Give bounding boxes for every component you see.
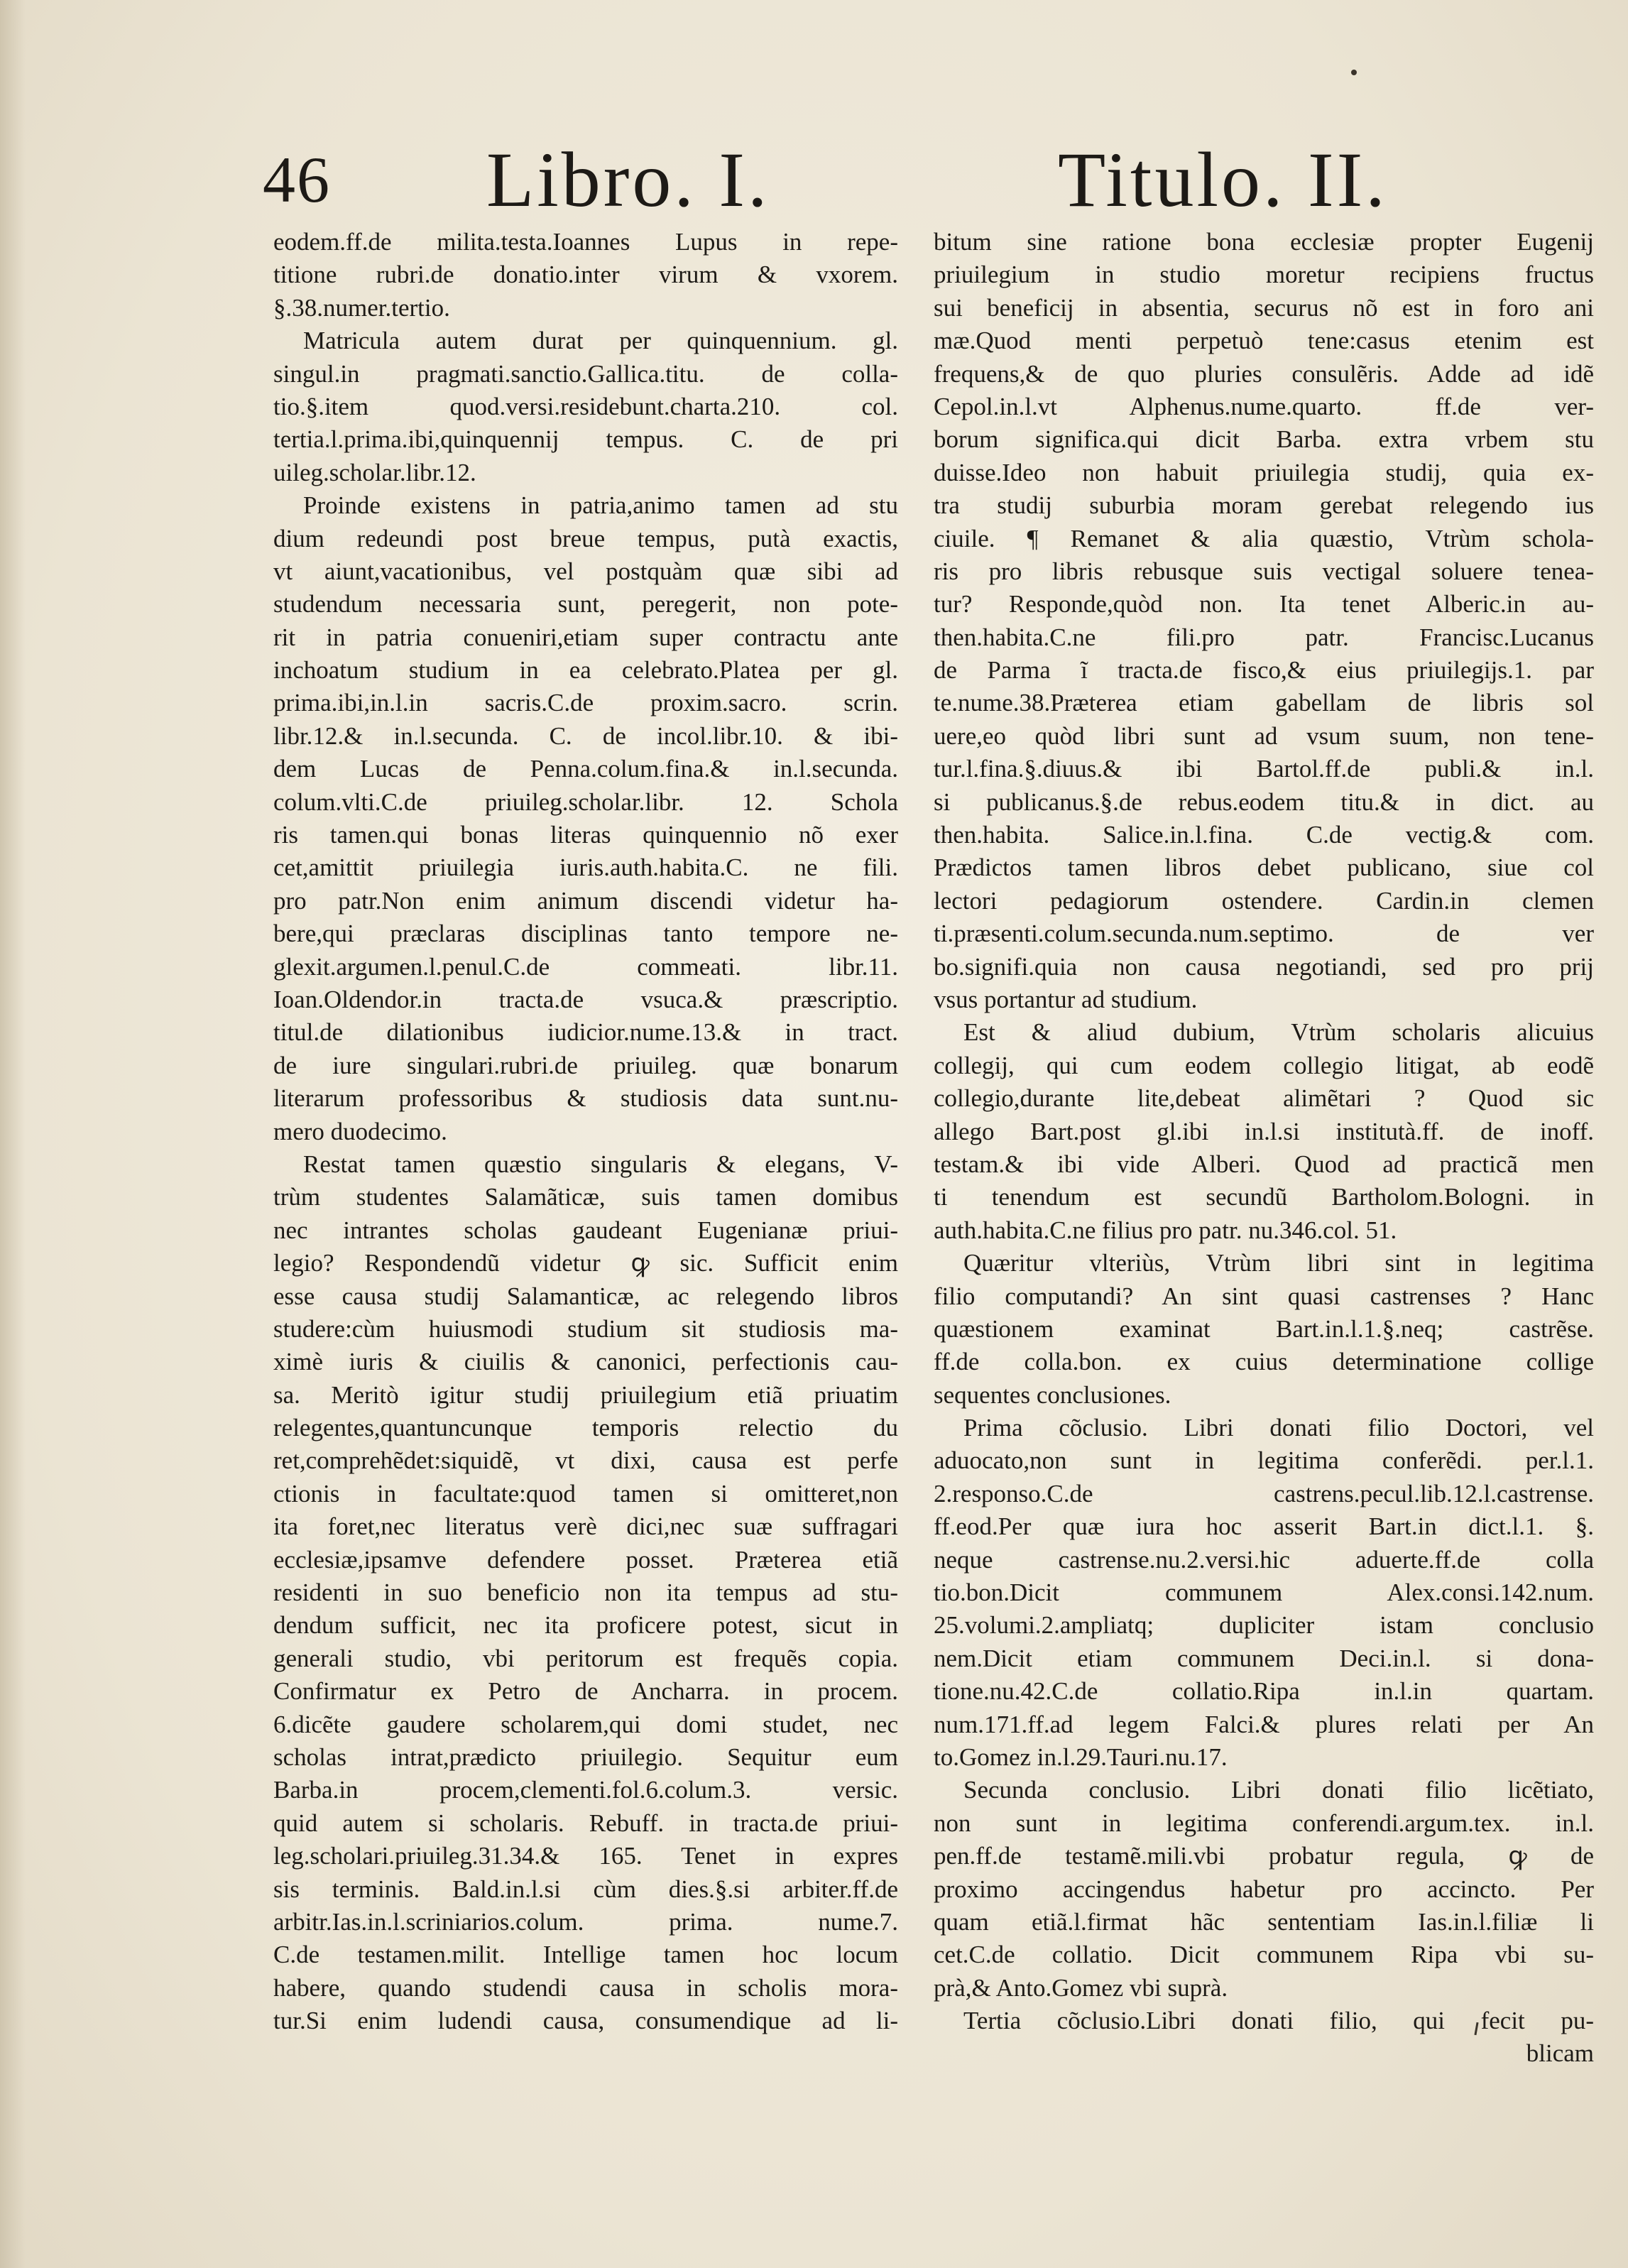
text-line: dium redeundi post breue tempus, putà exactis, xyxy=(273,524,898,552)
text-line: quam etiã.l.firmat hãc sententiam Ias.in.l.filiæ li xyxy=(934,1907,1594,1936)
gutter-shadow xyxy=(0,0,26,2268)
text-line: auth.habita.C.ne filius pro patr. nu.346.col. 51. xyxy=(934,1216,1397,1244)
text-line: collegio,durante lite,debeat alimẽtari ? Quod sic xyxy=(934,1084,1594,1113)
text-line: tur.Si enim ludendi causa, consumendique ad li- xyxy=(273,2007,898,2035)
text-line: Est & aliud dubium, Vtrùm scholaris alicuius xyxy=(963,1018,1594,1047)
text-line: uere,eo quòd libri sunt ad vsum suum, non tene- xyxy=(934,721,1594,750)
text-line: Proinde existens in patria,animo tamen ad stu xyxy=(303,491,898,520)
text-line: pen.ff.de testamẽ.mili.vbi probatur regula, ꝙ de xyxy=(934,1842,1594,1870)
page-header xyxy=(263,135,1399,223)
text-line: habere, quando studendi causa in scholis mora- xyxy=(273,1973,898,2002)
text-line: bo.signifi.quia non causa negotiandi, sed pro prij xyxy=(934,952,1594,981)
text-line: colum.vlti.C.de priuileg.scholar.libr. 12. Schola xyxy=(273,787,898,816)
text-line: proximo accingendus habetur pro accincto. Per xyxy=(934,1875,1594,1903)
text-line: tione.nu.42.C.de collatio.Ripa in.l.in quartam. xyxy=(934,1677,1594,1706)
text-line: ctionis in facultate:quod tamen si omitteret,non xyxy=(273,1479,898,1508)
text-line: trùm studentes Salamãticæ, suis tamen domibus xyxy=(273,1183,898,1211)
text-line: sequentes conclusiones. xyxy=(934,1380,1171,1409)
text-line: bitum sine ratione bona ecclesiæ propter Eugenij xyxy=(934,228,1594,256)
text-line: ximè iuris & ciuilis & canonici, perfectionis cau- xyxy=(273,1348,898,1376)
text-line: Ioan.Oldendor.in tracta.de vsuca.& præscriptio. xyxy=(273,985,898,1013)
text-line: Prædictos tamen libros debet publicano, siue col xyxy=(934,854,1594,882)
text-line: then.habita.C.ne fili.pro patr. Francisc.Lucanus xyxy=(934,623,1594,651)
text-line: §.38.numer.tertio. xyxy=(273,293,450,322)
text-line: collegij, qui cum eodem collegio litigat, ab eodẽ xyxy=(934,1051,1594,1079)
text-line: ti tenendum est secundũ Bartholom.Bologni. in xyxy=(934,1183,1594,1211)
text-line: studendum necessaria sunt, peregerit, non pote- xyxy=(273,590,898,618)
text-line: mæ.Quod menti perpetuò tene:casus etenim est xyxy=(934,327,1594,355)
text-line: nem.Dicit etiam communem Deci.in.l. si dona- xyxy=(934,1644,1594,1672)
text-line: duisse.Ideo non habuit priuilegia studij, quia ex- xyxy=(934,458,1594,486)
text-line: prima.ibi,in.l.in sacris.C.de proxim.sacro. scrin. xyxy=(273,689,898,717)
text-line: literarum professoribus & studiosis data sunt.nu- xyxy=(273,1084,898,1113)
text-line: relegentes,quantuncunque temporis relectio du xyxy=(273,1414,898,1442)
text-line: ti.præsenti.colum.secunda.num.septimo. de ver xyxy=(934,920,1594,948)
text-line: ff.eod.Per quæ iura hoc asserit Bart.in dict.l.1. §. xyxy=(934,1512,1594,1541)
text-line: lectori pedagiorum ostendere. Cardin.in clemen xyxy=(934,886,1594,915)
text-line: filio computandi? An sint quasi castrenses ? Hanc xyxy=(934,1282,1594,1310)
text-line: studere:cùm huiusmodi studium sit studiosis ma- xyxy=(273,1314,898,1343)
text-line: libr.12.& in.l.secunda. C. de incol.libr.10. & ibi- xyxy=(273,721,898,750)
text-line: nec intrantes scholas gaudeant Eugenianæ priui- xyxy=(273,1216,898,1244)
text-line: neque castrense.nu.2.versi.hic aduerte.ff.de colla xyxy=(934,1545,1594,1574)
text-line: uileg.scholar.libr.12. xyxy=(273,458,476,486)
text-line: titul.de dilationibus iudicior.nume.13.& in tract. xyxy=(273,1018,898,1047)
text-line: sa. Meritò igitur studij priuilegium etiã priuatim xyxy=(273,1380,898,1409)
text-line: leg.scholari.priuileg.31.34.& 165. Tenet in expres xyxy=(273,1842,898,1870)
right-text-column xyxy=(934,226,1594,2071)
running-head-book: Libro. I. xyxy=(486,136,770,223)
text-line: blicam xyxy=(1526,2039,1594,2068)
text-line: legio? Respondendũ videtur ꝙ sic. Sufficit enim xyxy=(273,1249,898,1277)
text-line: ecclesiæ,ipsamve defendere posset. Præterea etiã xyxy=(273,1545,898,1574)
text-line: Tertia cõclusio.Libri donati filio, qui fecit pu- xyxy=(963,2007,1594,2035)
text-line: allego Bart.post gl.ibi in.l.si institutà.ff. de inoff. xyxy=(934,1117,1594,1145)
text-line: 2.responso.C.de castrens.pecul.lib.12.l.castrense. xyxy=(934,1479,1594,1508)
text-line: C.de testamen.milit. Intellige tamen hoc locum xyxy=(273,1941,898,1969)
text-line: eodem.ff.de milita.testa.Ioannes Lupus in repe- xyxy=(273,228,898,256)
text-line: Cepol.in.l.vt Alphenus.nume.quarto. ff.de ver- xyxy=(934,392,1594,420)
text-line: Barba.in procem,clementi.fol.6.colum.3. versic. xyxy=(273,1776,898,1804)
text-line: dendum sufficit, nec ita proficere potest, sicut in xyxy=(273,1611,898,1640)
text-line: then.habita. Salice.in.l.fina. C.de vectig.& com. xyxy=(934,821,1594,849)
text-line: dem Lucas de Penna.colum.fina.& in.l.secunda. xyxy=(273,755,898,783)
text-line: generali studio, vbi peritorum est frequẽs copia. xyxy=(273,1644,898,1672)
running-head-title: Titulo. II. xyxy=(1058,136,1388,223)
text-line: prà,& Anto.Gomez vbi suprà. xyxy=(934,1973,1228,2002)
text-line: Secunda conclusio. Libri donati filio licẽtiato, xyxy=(963,1776,1594,1804)
text-line: 6.dicẽte gaudere scholarem,qui domi studet, nec xyxy=(273,1710,898,1738)
text-line: 25.volumi.2.ampliatq; dupliciter istam conclusio xyxy=(934,1611,1594,1640)
text-line: te.nume.38.Præterea etiam gabellam de libris sol xyxy=(934,689,1594,717)
ink-speck xyxy=(1351,70,1357,75)
text-line: glexit.argumen.l.penul.C.de commeati. libr.11. xyxy=(273,952,898,981)
text-line: ret,comprehẽdet:siquidẽ, vt dixi, causa est perfe xyxy=(273,1446,898,1475)
text-line: vsus portantur ad studium. xyxy=(934,985,1198,1013)
text-line: tio.bon.Dicit communem Alex.consi.142.num. xyxy=(934,1579,1594,1607)
text-line: tur? Responde,quòd non. Ita tenet Alberic.in au- xyxy=(934,590,1594,618)
text-line: frequens,& de quo pluries consulẽris. Adde ad idẽ xyxy=(934,359,1594,388)
text-line: num.171.ff.ad legem Falci.& plures relati per An xyxy=(934,1710,1594,1738)
text-line: ff.de colla.bon. ex cuius determinatione collige xyxy=(934,1348,1594,1376)
text-line: sis terminis. Bald.in.l.si cùm dies.§.si arbiter.ff.de xyxy=(273,1875,898,1903)
text-line: priuilegium in studio moretur recipiens fructus xyxy=(934,261,1594,289)
text-line: borum significa.qui dicit Barba. extra vrbem stu xyxy=(934,425,1594,454)
text-line: sui beneficij in absentia, securus nõ est in foro ani xyxy=(934,293,1594,322)
text-line: ris pro libris rebusque suis vectigal soluere tenea- xyxy=(934,557,1594,585)
text-line: esse causa studij Salamanticæ, ac relegendo libros xyxy=(273,1282,898,1310)
text-line: residenti in suo beneficio non ita tempus ad stu- xyxy=(273,1579,898,1607)
text-line: non sunt in legitima conferendi.argum.tex. in.l. xyxy=(934,1809,1594,1837)
text-line: singul.in pragmati.sanctio.Gallica.titu. de colla- xyxy=(273,359,898,388)
text-line: ris tamen.qui bonas literas quinquennio nõ exer xyxy=(273,821,898,849)
text-line: tur.l.fina.§.diuus.& ibi Bartol.ff.de publi.& in.l. xyxy=(934,755,1594,783)
text-line: si publicanus.§.de rebus.eodem titu.& in dict. au xyxy=(934,787,1594,816)
text-line: Prima cõclusio. Libri donati filio Doctori, vel xyxy=(963,1414,1594,1442)
text-line: mero duodecimo. xyxy=(273,1117,447,1145)
text-line: titione rubri.de donatio.inter virum & vxorem. xyxy=(273,261,898,289)
text-line: de Parma ĩ tracta.de fisco,& eius priuilegijs.1. par xyxy=(934,656,1594,685)
text-line: pro patr.Non enim animum discendi videtur ha- xyxy=(273,886,898,915)
text-line: bere,qui præclaras disciplinas tanto tempore ne- xyxy=(273,920,898,948)
text-line: tio.§.item quod.versi.residebunt.charta.210. col. xyxy=(273,392,898,420)
text-line: to.Gomez in.l.29.Tauri.nu.17. xyxy=(934,1743,1228,1771)
text-line: scholas intrat,prædicto priuilegio. Sequitur eum xyxy=(273,1743,898,1771)
text-line: quæstionem examinat Bart.in.l.1.§.neq; castrẽse. xyxy=(934,1314,1594,1343)
text-line: arbitr.Ias.in.l.scriniarios.colum. prima. nume.7. xyxy=(273,1907,898,1936)
text-line: Confirmatur ex Petro de Ancharra. in procem. xyxy=(273,1677,898,1706)
left-text-column xyxy=(273,226,898,2037)
text-line: quid autem si scholaris. Rebuff. in tracta.de priui- xyxy=(273,1809,898,1837)
text-line: ita foret,nec literatus verè dici,nec suæ suffragari xyxy=(273,1512,898,1541)
text-line: testam.& ibi vide Alberi. Quod ad practicã men xyxy=(934,1150,1594,1178)
text-line: Matricula autem durat per quinquennium. gl. xyxy=(303,327,898,355)
text-line: cet,amittit priuilegia iuris.auth.habita.C. ne fili. xyxy=(273,854,898,882)
page-number: 46 xyxy=(263,143,331,216)
text-line: vt aiunt,vacationibus, vel postquàm quæ sibi ad xyxy=(273,557,898,585)
text-line: ciuile. ¶ Remanet & alia quæstio, Vtrùm schola- xyxy=(934,524,1594,552)
text-line: de iure singulari.rubri.de priuileg. quæ bonarum xyxy=(273,1051,898,1079)
text-line: aduocato,non sunt in legitima conferẽdi. per.l.1. xyxy=(934,1446,1594,1475)
text-line: Quæritur vlteriùs, Vtrùm libri sint in legitima xyxy=(963,1249,1594,1277)
text-line: rit in patria conueniri,etiam super contractu ante xyxy=(273,623,898,651)
text-line: inchoatum studium in ea celebrato.Platea per gl. xyxy=(273,656,898,685)
text-line: cet.C.de collatio. Dicit communem Ripa vbi su- xyxy=(934,1941,1594,1969)
text-line: Restat tamen quæstio singularis & elegans, V- xyxy=(303,1150,898,1178)
text-line: tertia.l.prima.ibi,quinquennij tempus. C. de pri xyxy=(273,425,898,454)
text-line: tra studij suburbia moram gerebat relegendo ius xyxy=(934,491,1594,520)
